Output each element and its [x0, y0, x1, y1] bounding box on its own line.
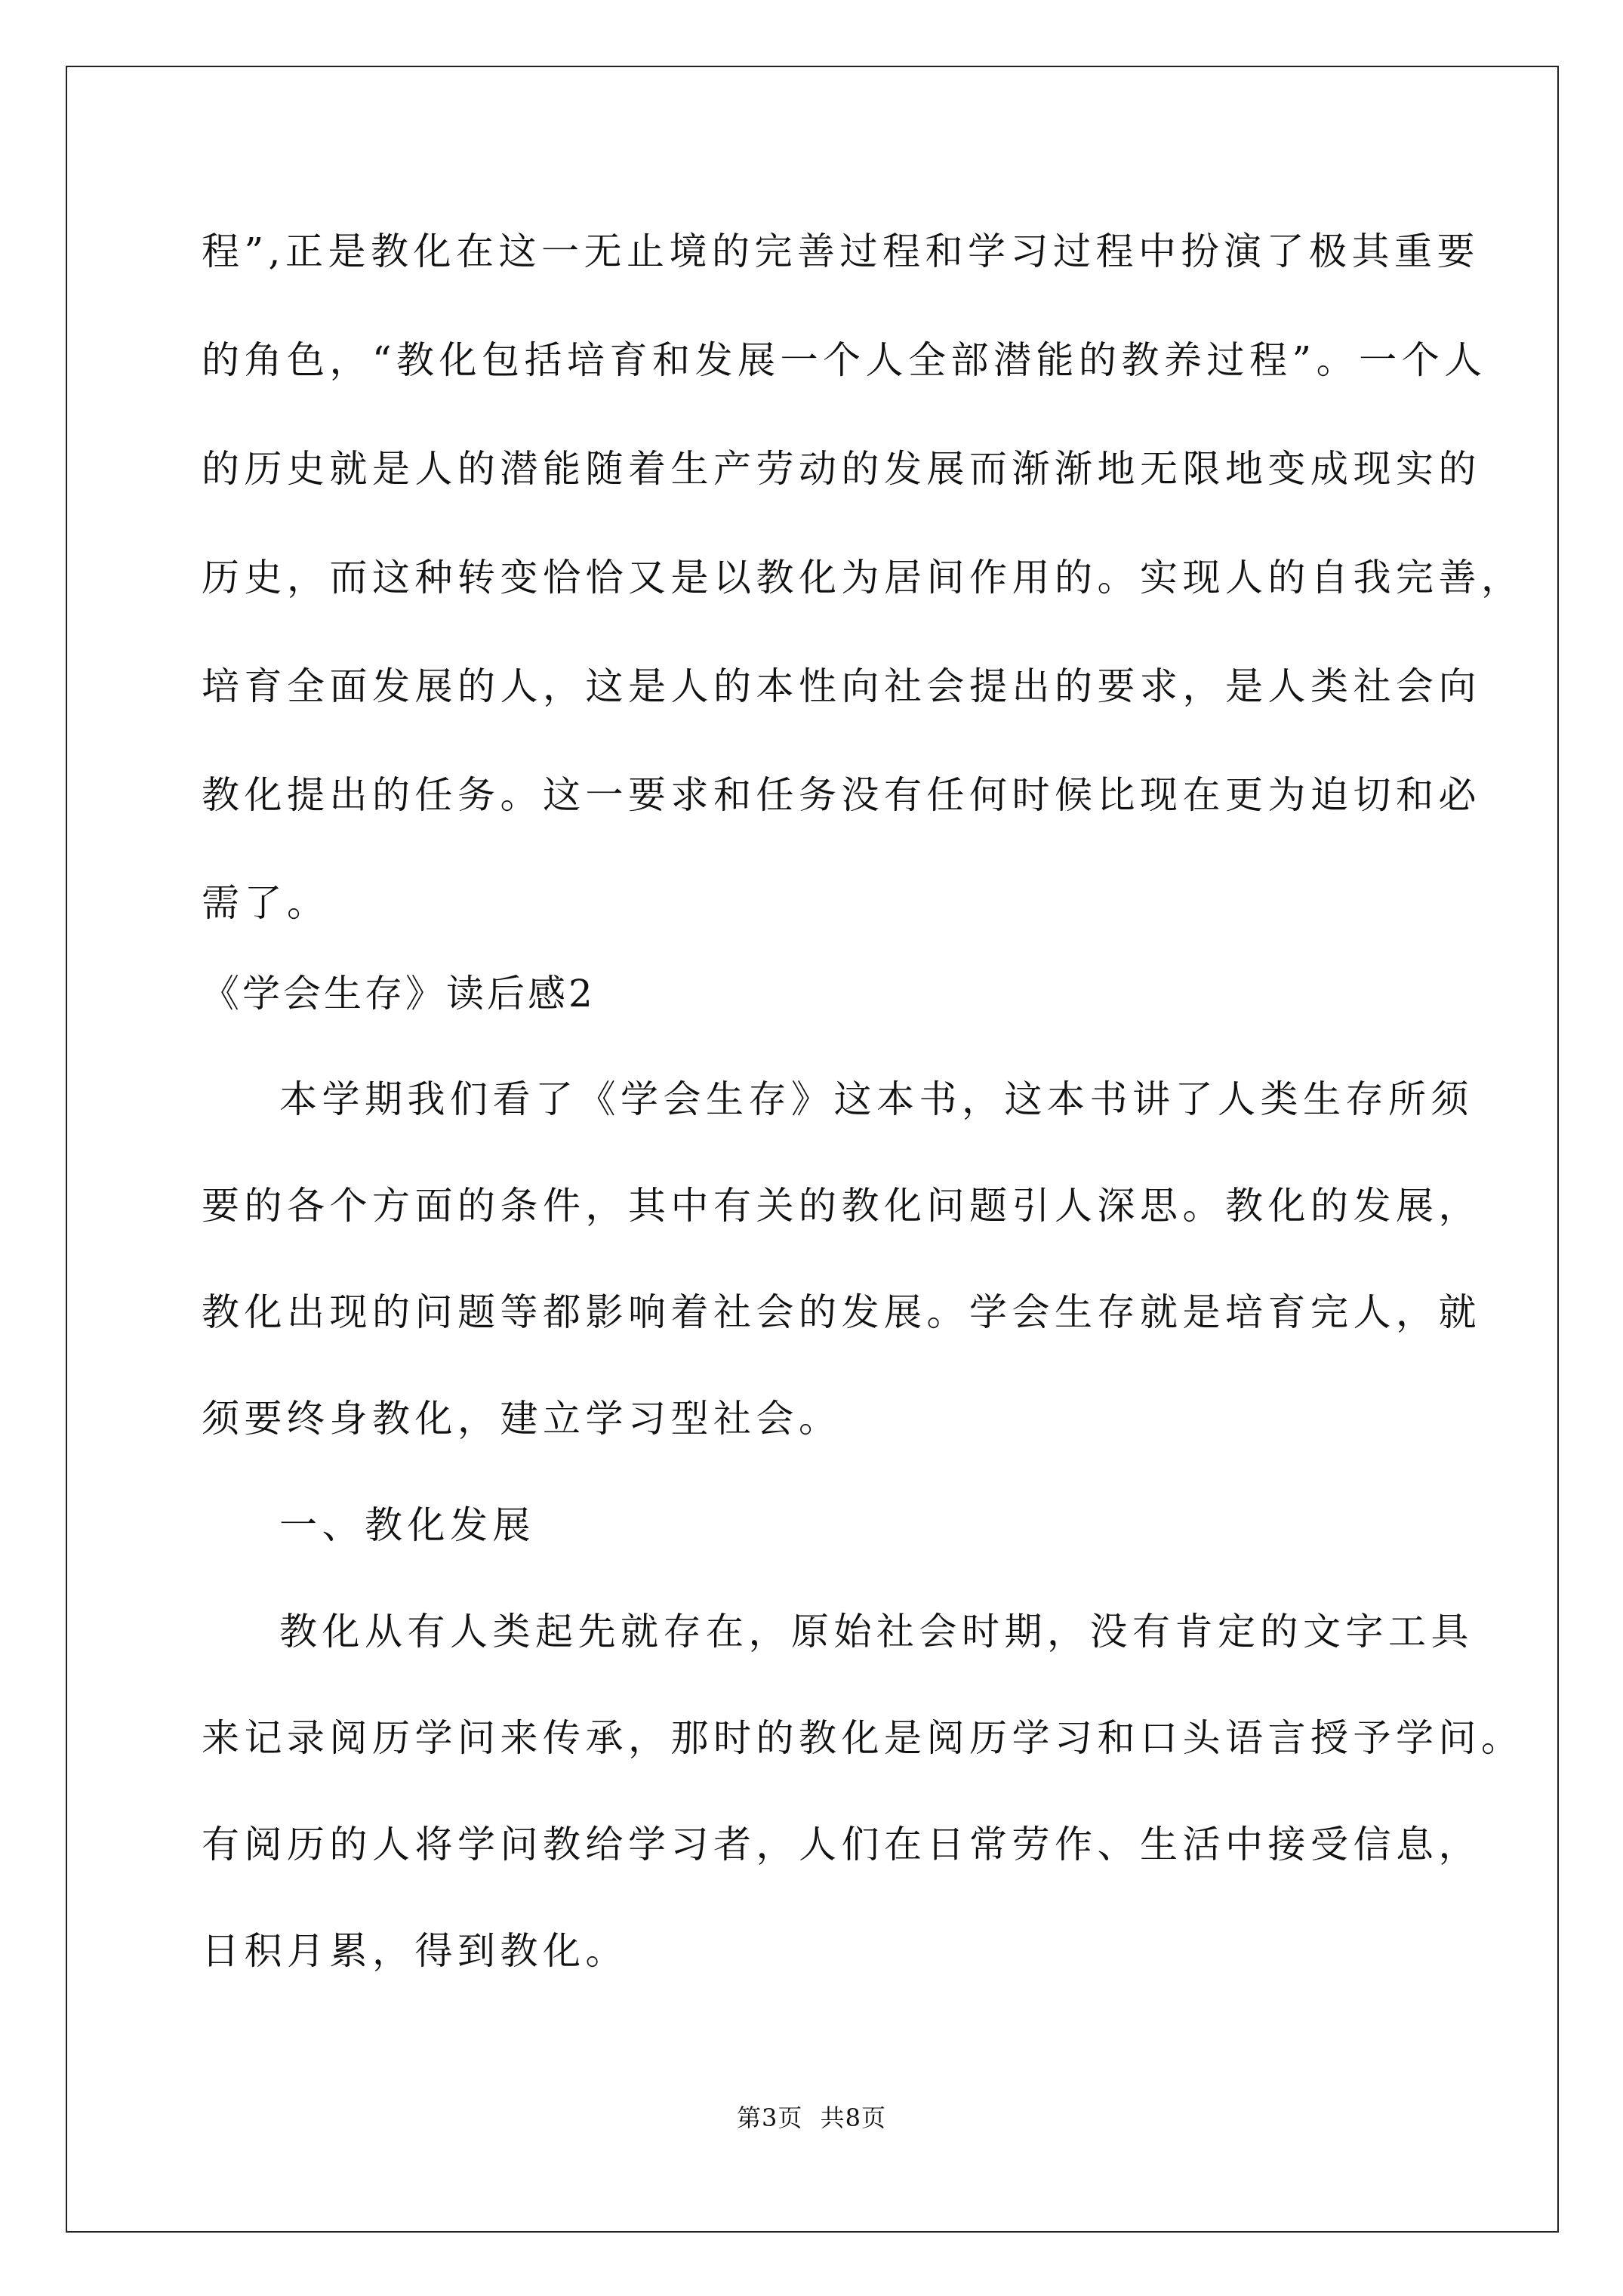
section-title: 《学会生存》读后感2 — [202, 972, 596, 1015]
page-number: 第3页 — [737, 2103, 803, 2132]
text-line: 历史，而这种转变恰恰又是以教化为居间作用的。实现人的自我完善， — [202, 556, 1524, 599]
text-line: 本学期我们看了《学会生存》这本书，这本书讲了人类生存所须 — [279, 1077, 1474, 1121]
text-line: 有阅历的人将学问教给学习者，人们在日常劳作、生活中接受信息， — [202, 1823, 1481, 1866]
text-line: 需了。 — [202, 881, 330, 925]
text-line: 来记录阅历学问来传承，那时的教化是阅历学习和口头语言授予学问。 — [202, 1716, 1524, 1760]
text-line: 的历史就是人的潜能随着生产劳动的发展而渐渐地无限地变成现实的 — [202, 447, 1481, 491]
text-line: 日积月累，得到教化。 — [202, 1929, 628, 1973]
text-line: 教化提出的任务。这一要求和任务没有任何时候比现在更为迫切和必 — [202, 773, 1481, 817]
page-total: 共8页 — [820, 2103, 886, 2132]
subheading: 一、教化发展 — [279, 1503, 535, 1547]
text-line: 要的各个方面的条件，其中有关的教化问题引人深思。教化的发展， — [202, 1184, 1481, 1228]
text-line: 须要终身教化，建立学习型社会。 — [202, 1397, 842, 1441]
text-line: 教化出现的问题等都影响着社会的发展。学会生存就是培育完人，就 — [202, 1290, 1481, 1334]
text-line: 教化从有人类起先就存在，原始社会时期，没有肯定的文字工具 — [279, 1610, 1474, 1653]
page-border — [66, 66, 1559, 2233]
page-footer — [0, 2103, 1623, 2133]
text-line: 的角色，“教化包括培育和发展一个人全部潜能的教养过程”。一个人 — [202, 338, 1487, 382]
text-line: 培育全面发展的人，这是人的本性向社会提出的要求，是人类社会向 — [202, 664, 1481, 708]
text-line: 程”,正是教化在这一无止境的完善过程和学习过程中扮演了极其重要 — [202, 230, 1480, 273]
